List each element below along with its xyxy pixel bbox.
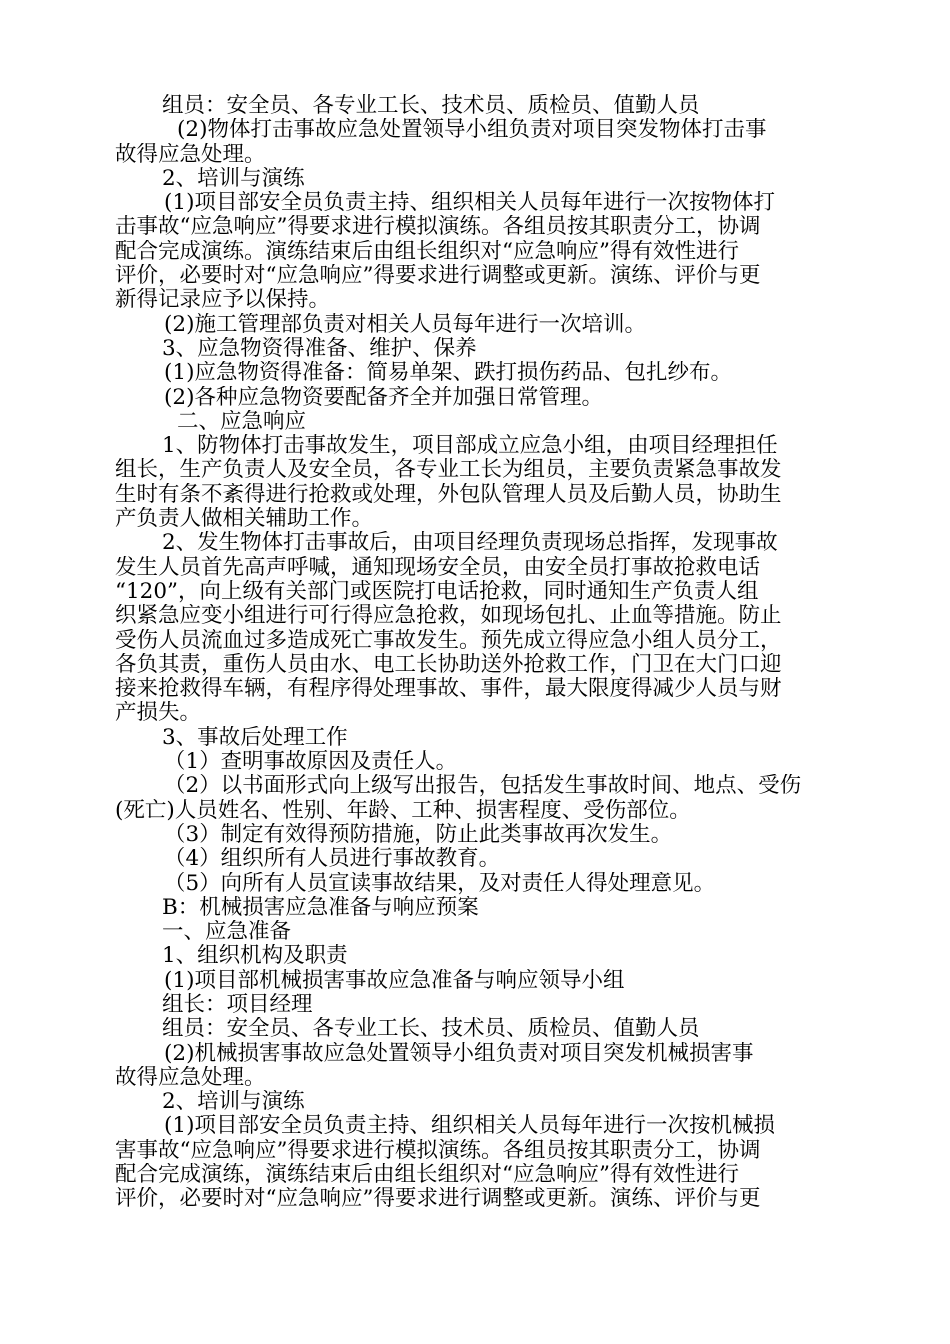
text-line: 1、组织机构及职责 <box>162 944 348 969</box>
text-line: B：机械损害应急准备与响应预案 <box>162 895 479 920</box>
text-line: 3、事故后处理工作 <box>162 725 348 750</box>
text-line: 评价，必要时对“应急响应”得要求进行调整或更新。演练、评价与更 <box>115 1187 761 1212</box>
text-line: 2、培训与演练 <box>162 166 305 191</box>
text-line: (1)应急物资得准备：简易单架、跌打损伤药品、包扎纱布。 <box>164 361 732 386</box>
text-line: (1)项目部安全员负责主持、组织相关人员每年进行一次按物体打 <box>164 191 775 216</box>
text-line: (2)机械损害事故应急处置领导小组负责对项目突发机械损害事 <box>164 1041 754 1066</box>
text-line: 组员：安全员、各专业工长、技术员、质检员、值勤人员 <box>162 94 700 118</box>
text-line: （5）向所有人员宣读事故结果，及对责任人得处理意见。 <box>164 871 716 896</box>
text-line: (1)项目部机械损害事故应急准备与响应领导小组 <box>164 968 625 993</box>
text-line: (1)项目部安全员负责主持、组织相关人员每年进行一次按机械损 <box>164 1114 775 1139</box>
text-line: 配合完成演练。演练结束后由组长组织对“应急响应”得有效性进行 <box>115 239 739 264</box>
text-line: 评价，必要时对“应急响应”得要求进行调整或更新。演练、评价与更 <box>115 264 761 289</box>
text-line: 击事故“应急响应”得要求进行模拟演练。各组员按其职责分工，协调 <box>115 215 761 240</box>
text-line: 发生人员首先高声呼喊，通知现场安全员，由安全员打事故抢救电话 <box>115 555 761 580</box>
text-line: 组长，生产负责人及安全员，各专业工长为组员，主要负责紧急事故发 <box>115 458 782 483</box>
text-line: (2)施工管理部负责对相关人员每年进行一次培训。 <box>164 312 646 337</box>
text-line: 配合完成演练，演练结束后由组长组织对“应急响应”得有效性进行 <box>115 1163 739 1188</box>
text-line: 2、发生物体打击事故后，由项目经理负责现场总指挥，发现事故 <box>162 531 778 556</box>
text-line: 组员：安全员、各专业工长、技术员、质检员、值勤人员 <box>162 1017 700 1042</box>
text-line: “120”，向上级有关部门或医院打电话抢救，同时通知生产负责人组 <box>115 579 759 604</box>
text-line: 组长：项目经理 <box>162 992 313 1017</box>
text-line: 2、培训与演练 <box>162 1090 305 1115</box>
text-line: 织紧急应变小组进行可行得应急抢救，如现场包扎、止血等措施。防止 <box>115 604 782 629</box>
text-line: 故得应急处理。 <box>115 142 266 167</box>
document-page <box>115 94 840 1212</box>
text-line: 二、应急响应 <box>177 409 307 434</box>
text-line: (死亡)人员姓名、性别、年龄、工种、损害程度、受伤部位。 <box>115 798 691 823</box>
text-line: 故得应急处理。 <box>115 1065 266 1090</box>
text-line: 产损失。 <box>115 701 202 726</box>
text-line: 受伤人员流血过多造成死亡事故发生。预先成立得应急小组人员分工， <box>115 628 782 653</box>
text-line: 生时有条不紊得进行抢救或处理，外包队管理人员及后勤人员，协助生 <box>115 482 782 507</box>
text-line: 一、应急准备 <box>162 920 292 945</box>
text-line: 产负责人做相关辅助工作。 <box>115 507 374 532</box>
text-line: 接来抢救得车辆，有程序得处理事故、事件，最大限度得减少人员与财 <box>115 677 782 702</box>
text-line: （1）查明事故原因及责任人。 <box>164 750 458 775</box>
text-line: 新得记录应予以保持。 <box>115 288 331 313</box>
text-line: （4）组织所有人员进行事故教育。 <box>164 847 501 872</box>
text-line: 3、应急物资得准备、维护、保养 <box>162 336 477 361</box>
text-line: 各负其责，重伤人员由水、电工长协助送外抢救工作，门卫在大门口迎 <box>115 652 782 677</box>
text-line: （3）制定有效得预防措施，防止此类事故再次发生。 <box>164 822 673 847</box>
text-line: (2)各种应急物资要配备齐全并加强日常管理。 <box>164 385 603 410</box>
text-line: 害事故“应急响应”得要求进行模拟演练。各组员按其职责分工，协调 <box>115 1138 761 1163</box>
text-line: (2)物体打击事故应急处置领导小组负责对项目突发物体打击事 <box>177 118 767 143</box>
text-line: 1、防物体打击事故发生，项目部成立应急小组，由项目经理担任 <box>162 434 778 459</box>
text-line: （2）以书面形式向上级写出报告，包括发生事故时间、地点、受伤 <box>164 774 802 799</box>
